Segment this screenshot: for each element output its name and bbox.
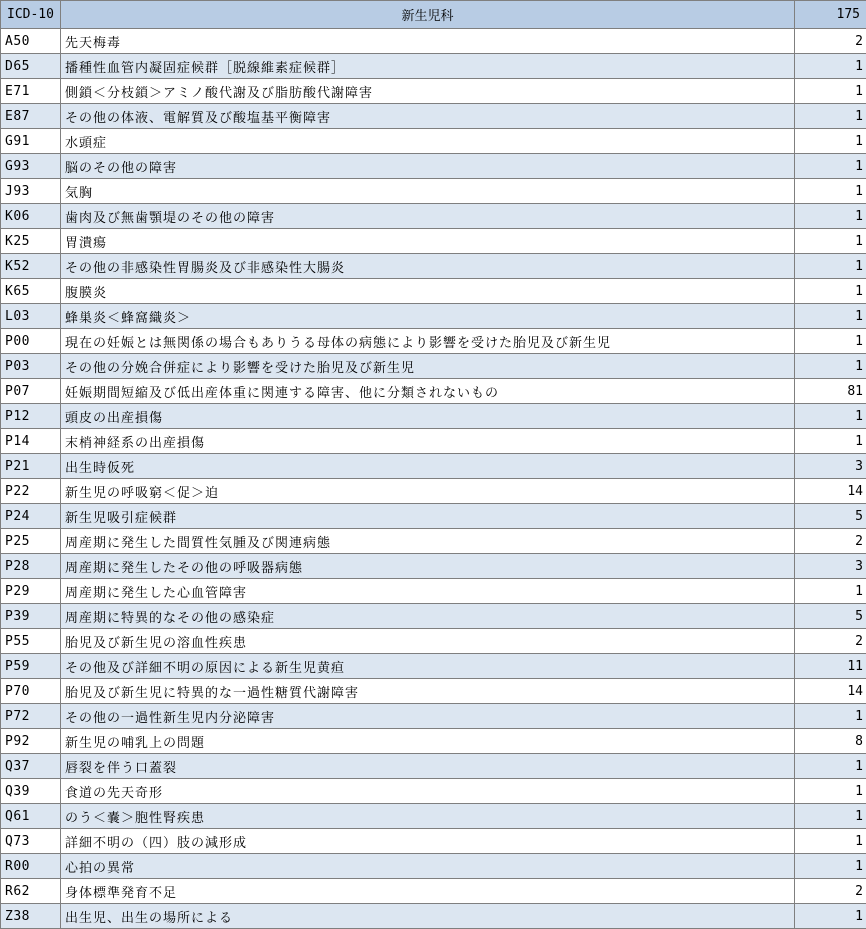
table-row [1,779,866,804]
icd-code-cell[interactable]: A50 [1,29,61,54]
diagnosis-name-cell[interactable]: 蜂巣炎＜蜂窩織炎＞ [61,304,795,329]
diagnosis-name-cell[interactable]: 新生児吸引症候群 [61,504,795,529]
case-count-cell[interactable]: 2 [795,529,866,554]
diagnosis-name-cell[interactable]: 周産期に発生した間質性気腫及び関連病態 [61,529,795,554]
diagnosis-name-cell[interactable]: 周産期に発生したその他の呼吸器病態 [61,554,795,579]
icd-code-cell[interactable]: G93 [1,154,61,179]
case-count-cell[interactable]: 1 [795,904,866,929]
case-count-cell[interactable]: 1 [795,54,866,79]
case-count-cell[interactable]: 1 [795,579,866,604]
diagnosis-name-cell[interactable]: 出生時仮死 [61,454,795,479]
table-row [1,679,866,704]
case-count-cell[interactable]: 14 [795,479,866,504]
table-row [1,129,866,154]
table-row [1,829,866,854]
case-count-cell[interactable]: 2 [795,29,866,54]
diagnosis-name-cell[interactable]: その他の分娩合併症により影響を受けた胎児及び新生児 [61,354,795,379]
icd-code-cell[interactable]: G91 [1,129,61,154]
diagnosis-name-cell[interactable]: 身体標準発育不足 [61,879,795,904]
case-count-cell[interactable]: 1 [795,354,866,379]
diagnosis-name-cell[interactable]: 心拍の異常 [61,854,795,879]
table-row [1,379,866,404]
icd-code-cell[interactable]: K25 [1,229,61,254]
icd-code-cell[interactable]: P55 [1,629,61,654]
diagnosis-name-cell[interactable]: 周産期に発生した心血管障害 [61,579,795,604]
case-count-cell[interactable]: 14 [795,679,866,704]
table-row [1,54,866,79]
table-row [1,29,866,54]
case-count-cell[interactable]: 3 [795,454,866,479]
case-count-cell[interactable]: 81 [795,379,866,404]
diagnosis-name-cell[interactable]: その他の一過性新生児内分泌障害 [61,704,795,729]
table-row [1,904,866,929]
table-row [1,879,866,904]
case-count-cell[interactable]: 5 [795,604,866,629]
table-row [1,354,866,379]
case-count-cell[interactable]: 1 [795,429,866,454]
icd-code-cell[interactable]: L03 [1,304,61,329]
header-department-cell[interactable]: 新生児科 [61,1,795,29]
diagnosis-name-cell[interactable]: 詳細不明の（四）肢の減形成 [61,829,795,854]
icd-code-cell[interactable]: R62 [1,879,61,904]
case-count-cell[interactable]: 1 [795,329,866,354]
table-row [1,329,866,354]
case-count-cell[interactable]: 3 [795,554,866,579]
case-count-cell[interactable]: 1 [795,704,866,729]
diagnosis-name-cell[interactable]: 出生児、出生の場所による [61,904,795,929]
icd-code-cell[interactable]: P21 [1,454,61,479]
diagnosis-name-cell[interactable]: その他の非感染性胃腸炎及び非感染性大腸炎 [61,254,795,279]
table-row [1,554,866,579]
icd-code-cell[interactable]: D65 [1,54,61,79]
table-row [1,629,866,654]
diagnosis-name-cell[interactable]: 新生児の哺乳上の問題 [61,729,795,754]
table-row [1,454,866,479]
diagnosis-name-cell[interactable]: 胎児及び新生児に特異的な一過性糖質代謝障害 [61,679,795,704]
icd-code-cell[interactable]: P25 [1,529,61,554]
icd-code-cell[interactable]: K65 [1,279,61,304]
icd-code-cell[interactable]: E71 [1,79,61,104]
header-icd10-cell[interactable]: ICD-10 [1,1,61,29]
case-count-cell[interactable]: 1 [795,279,866,304]
diagnosis-name-cell[interactable]: 胎児及び新生児の溶血性疾患 [61,629,795,654]
table-row [1,154,866,179]
case-count-cell[interactable]: 1 [795,779,866,804]
icd-code-cell[interactable]: P92 [1,729,61,754]
case-count-cell[interactable]: 1 [795,79,866,104]
icd-code-cell[interactable]: Z38 [1,904,61,929]
table-row [1,729,866,754]
table-row [1,654,866,679]
case-count-cell[interactable]: 1 [795,829,866,854]
table-row [1,754,866,779]
table-row [1,254,866,279]
table-row [1,304,866,329]
diagnosis-name-cell[interactable]: 唇裂を伴う口蓋裂 [61,754,795,779]
table-row [1,204,866,229]
case-count-cell[interactable]: 1 [795,154,866,179]
icd-code-cell[interactable]: P24 [1,504,61,529]
icd-code-cell[interactable]: P03 [1,354,61,379]
icd-code-cell[interactable]: E87 [1,104,61,129]
diagnosis-name-cell[interactable]: 末梢神経系の出産損傷 [61,429,795,454]
icd-code-cell[interactable]: P72 [1,704,61,729]
diagnosis-name-cell[interactable]: 食道の先天奇形 [61,779,795,804]
case-count-cell[interactable]: 11 [795,654,866,679]
icd-code-cell[interactable]: K52 [1,254,61,279]
icd-code-cell[interactable]: P22 [1,479,61,504]
case-count-cell[interactable]: 1 [795,304,866,329]
icd-code-cell[interactable]: P70 [1,679,61,704]
diagnosis-name-cell[interactable]: 現在の妊娠とは無関係の場合もありうる母体の病態により影響を受けた胎児及び新生児 [61,329,795,354]
icd-code-cell[interactable]: P14 [1,429,61,454]
table-row [1,804,866,829]
table-row [1,79,866,104]
table-row [1,404,866,429]
diagnosis-name-cell[interactable]: 頭皮の出産損傷 [61,404,795,429]
case-count-cell[interactable]: 5 [795,504,866,529]
icd-code-cell[interactable]: P28 [1,554,61,579]
header-total-cell[interactable]: 175 [795,1,866,29]
table-row [1,429,866,454]
case-count-cell[interactable]: 2 [795,629,866,654]
diagnosis-name-cell[interactable]: 胃潰瘍 [61,229,795,254]
diagnosis-name-cell[interactable]: 周産期に特異的なその他の感染症 [61,604,795,629]
diagnosis-name-cell[interactable]: 脳のその他の障害 [61,154,795,179]
case-count-cell[interactable]: 2 [795,879,866,904]
case-count-cell[interactable]: 8 [795,729,866,754]
icd-code-cell[interactable]: R00 [1,854,61,879]
table-row [1,104,866,129]
case-count-cell[interactable]: 1 [795,229,866,254]
diagnosis-name-cell[interactable]: 気胸 [61,179,795,204]
diagnosis-name-cell[interactable]: 新生児の呼吸窮＜促＞迫 [61,479,795,504]
icd-code-cell[interactable]: P39 [1,604,61,629]
diagnosis-name-cell[interactable]: 歯肉及び無歯顎堤のその他の障害 [61,204,795,229]
diagnosis-name-cell[interactable]: その他の体液、電解質及び酸塩基平衡障害 [61,104,795,129]
icd-code-cell[interactable]: K06 [1,204,61,229]
diagnosis-name-cell[interactable]: のう＜嚢＞胞性腎疾患 [61,804,795,829]
case-count-cell[interactable]: 1 [795,129,866,154]
case-count-cell[interactable]: 1 [795,854,866,879]
diagnosis-name-cell[interactable]: 先天梅毒 [61,29,795,54]
icd-code-cell[interactable]: P29 [1,579,61,604]
icd-code-cell[interactable]: J93 [1,179,61,204]
header-row [1,1,866,29]
table-row [1,179,866,204]
diagnosis-name-cell[interactable]: 腹膜炎 [61,279,795,304]
case-count-cell[interactable]: 1 [795,754,866,779]
icd-code-cell[interactable]: Q37 [1,754,61,779]
table-row [1,479,866,504]
icd-code-cell[interactable]: P00 [1,329,61,354]
icd-code-cell[interactable]: P59 [1,654,61,679]
case-count-cell[interactable]: 1 [795,179,866,204]
icd-code-cell[interactable]: Q73 [1,829,61,854]
diagnosis-name-cell[interactable]: その他及び詳細不明の原因による新生児黄疸 [61,654,795,679]
case-count-cell[interactable]: 1 [795,104,866,129]
icd-code-cell[interactable]: Q39 [1,779,61,804]
diagnosis-name-cell[interactable]: 播種性血管内凝固症候群［脱線維素症候群］ [61,54,795,79]
diagnosis-name-cell[interactable]: 妊娠期間短縮及び低出産体重に関連する障害、他に分類されないもの [61,379,795,404]
table-row [1,604,866,629]
table-row [1,229,866,254]
case-count-cell[interactable]: 1 [795,404,866,429]
table-row [1,579,866,604]
icd-code-cell[interactable]: P12 [1,404,61,429]
table-row [1,854,866,879]
table-row [1,279,866,304]
diagnosis-name-cell[interactable]: 側鎖＜分枝鎖＞アミノ酸代謝及び脂肪酸代謝障害 [61,79,795,104]
case-count-cell[interactable]: 1 [795,204,866,229]
icd-code-cell[interactable]: Q61 [1,804,61,829]
table-row [1,529,866,554]
case-count-cell[interactable]: 1 [795,254,866,279]
icd-code-cell[interactable]: P07 [1,379,61,404]
table-row [1,504,866,529]
case-count-cell[interactable]: 1 [795,804,866,829]
diagnosis-name-cell[interactable]: 水頭症 [61,129,795,154]
table-body [1,29,866,929]
table-row [1,704,866,729]
